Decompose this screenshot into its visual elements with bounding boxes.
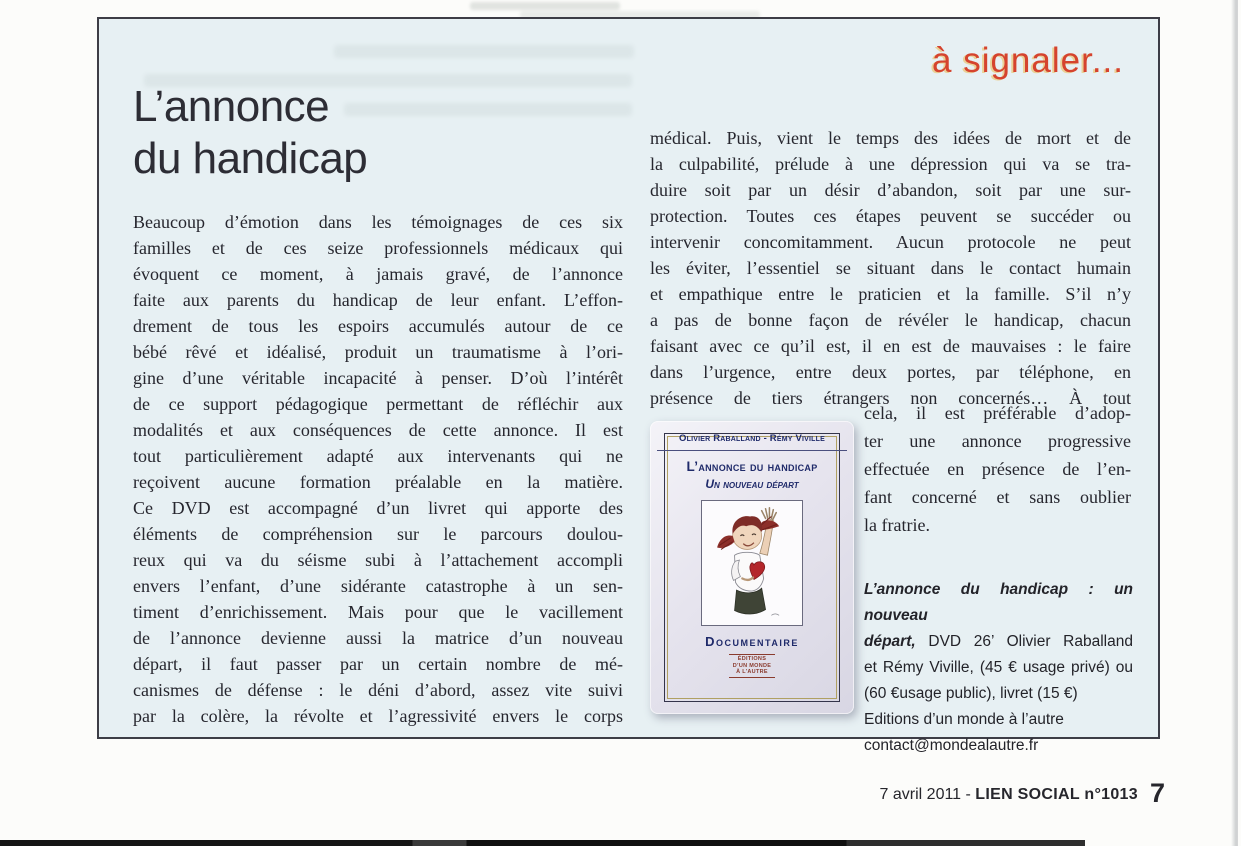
article-title-line1: L’annonce <box>133 82 330 131</box>
dvd-publisher-line: D’UN MONDE <box>732 662 772 669</box>
scan-artifact-right-edge <box>1231 0 1238 846</box>
dvd-subtitle: Un nouveau départ <box>705 477 799 491</box>
caption-line: départ, DVD 26’ Olivier Raballand <box>864 633 1133 650</box>
article-title-line2: du handicap <box>133 134 368 183</box>
text-line: médical. Puis, vient le temps des idées de mort et de <box>650 128 1131 148</box>
girl-illustration <box>701 500 803 626</box>
caption-line: et Rémy Viville, (45 € usage privé) ou <box>864 659 1133 676</box>
text-line: drement de tous les espoirs accumulés autour de ce <box>133 316 623 336</box>
dvd-genre: Documentaire <box>705 634 799 649</box>
left-column <box>133 209 623 729</box>
text-line: familles et de ces seize professionnels médicaux qui <box>133 238 623 258</box>
text-line: éléments de compréhension sur le parcours doulou- <box>133 524 623 544</box>
right-column <box>650 125 1131 411</box>
text-line: reçoivent aucune formation préalable en la matière. <box>133 472 623 492</box>
footer-magazine: LIEN SOCIAL n°1013 <box>975 786 1138 803</box>
text-line: évoquent ce moment, à jamais gravé, de l’annonce <box>133 264 623 284</box>
text-line: tout particulièrement adapté aux intervenants qui ne <box>133 446 623 466</box>
text-line: intervenir concomitamment. Aucun protocole ne peut <box>650 232 1131 252</box>
dvd-publisher-line: À L’AUTRE <box>736 669 768 675</box>
article-title <box>133 81 367 185</box>
text-line: ter une annonce progressive <box>864 431 1131 451</box>
article-panel <box>97 17 1160 754</box>
text-line: dans l’urgence, entre deux portes, par téléphone, en <box>650 362 1131 382</box>
dvd-title: L’annonce du handicap <box>686 459 818 474</box>
text-line: de l’annonce devienne aussi la matrice d’un nouveau <box>133 628 623 648</box>
wrap-column <box>864 399 1131 539</box>
dvd-cover-content <box>653 424 851 711</box>
text-line: timent d’enrichissement. Mais pour que le vacillement <box>133 602 623 622</box>
text-line: et empathique entre le praticien et la famille. S’il n’y <box>650 284 1131 304</box>
text-line: cela, il est préférable d’adop- <box>864 403 1131 423</box>
text-line: faisant avec ce qu’il est, il en est de mauvaises : le faire <box>650 336 1131 356</box>
dvd-cover <box>650 421 854 714</box>
caption-line: (60 €usage public), livret (15 €) <box>864 685 1078 702</box>
page-footer <box>880 778 1165 809</box>
dvd-publisher-logo <box>729 654 775 678</box>
footer-date: 7 avril 2011 - <box>879 786 976 803</box>
text-line: départ, il faut passer par un certain nombre de mé- <box>133 654 623 674</box>
text-line: Beaucoup d’émotion dans les témoignages de ces six <box>133 212 623 232</box>
bleedthrough-ghost <box>334 45 634 58</box>
scan-smudge <box>470 2 620 10</box>
dvd-divider <box>657 450 847 451</box>
text-line: duire soit par un désir d’abandon, soit par une sur- <box>650 180 1131 200</box>
text-line: a pas de bonne façon de révéler le handicap, chacun <box>650 310 1131 330</box>
footer-page-number: 7 <box>1149 778 1165 808</box>
dvd-authors: Olivier Raballand - Rémy Viville <box>679 433 825 444</box>
section-header: à signaler... <box>932 41 1124 80</box>
caption-line: L’annonce du handicap : un nouveau <box>864 581 1133 624</box>
text-line: les éviter, l’essentiel se situant dans le contact humain <box>650 258 1131 278</box>
text-line: faite aux parents du handicap de leur enfant. L’effon- <box>133 290 623 310</box>
text-line: envers l’enfant, d’une sidérante catastrophe à un sen- <box>133 576 623 596</box>
bleedthrough-ghost <box>344 103 632 116</box>
text-line: présence de tiers étrangers non concernés… À tout <box>650 388 1131 408</box>
text-line: par la colère, la révolte et l’agressivité envers le corps <box>133 706 623 726</box>
text-line: fant concerné et sans oublier <box>864 487 1131 507</box>
text-line: gine d’une véritable incapacité à penser. D’où l’intérêt <box>133 368 623 388</box>
text-line: canismes de défense : le déni d’abord, assez vite suivi <box>133 680 623 700</box>
dvd-publisher-line: ÉDITIONS <box>737 656 767 662</box>
scan-artifact-bottom-band <box>0 840 1085 846</box>
text-line: modalités et aux conséquences de cette annonce. Il est <box>133 420 623 440</box>
text-line: la culpabilité, prélude à une dépression qui va se tra- <box>650 154 1131 174</box>
text-line: protection. Toutes ces étapes peuvent se succéder ou <box>650 206 1131 226</box>
caption-line: contact@mondealautre.fr <box>864 737 1039 754</box>
media-caption <box>864 577 1133 759</box>
text-line: reux qui va du séisme subi à l’attachement accompli <box>133 550 623 570</box>
caption-line: Editions d’un monde à l’autre <box>864 711 1064 728</box>
text-line: bébé rêvé et idéalisé, produit un traumatisme à l’ori- <box>133 342 623 362</box>
text-line: Ce DVD est accompagné d’un livret qui apporte des <box>133 498 623 518</box>
text-line: de ce support pédagogique permettant de réfléchir aux <box>133 394 623 414</box>
text-line: la fratrie. <box>864 515 930 535</box>
text-line: effectuée en présence de l’en- <box>864 459 1131 479</box>
